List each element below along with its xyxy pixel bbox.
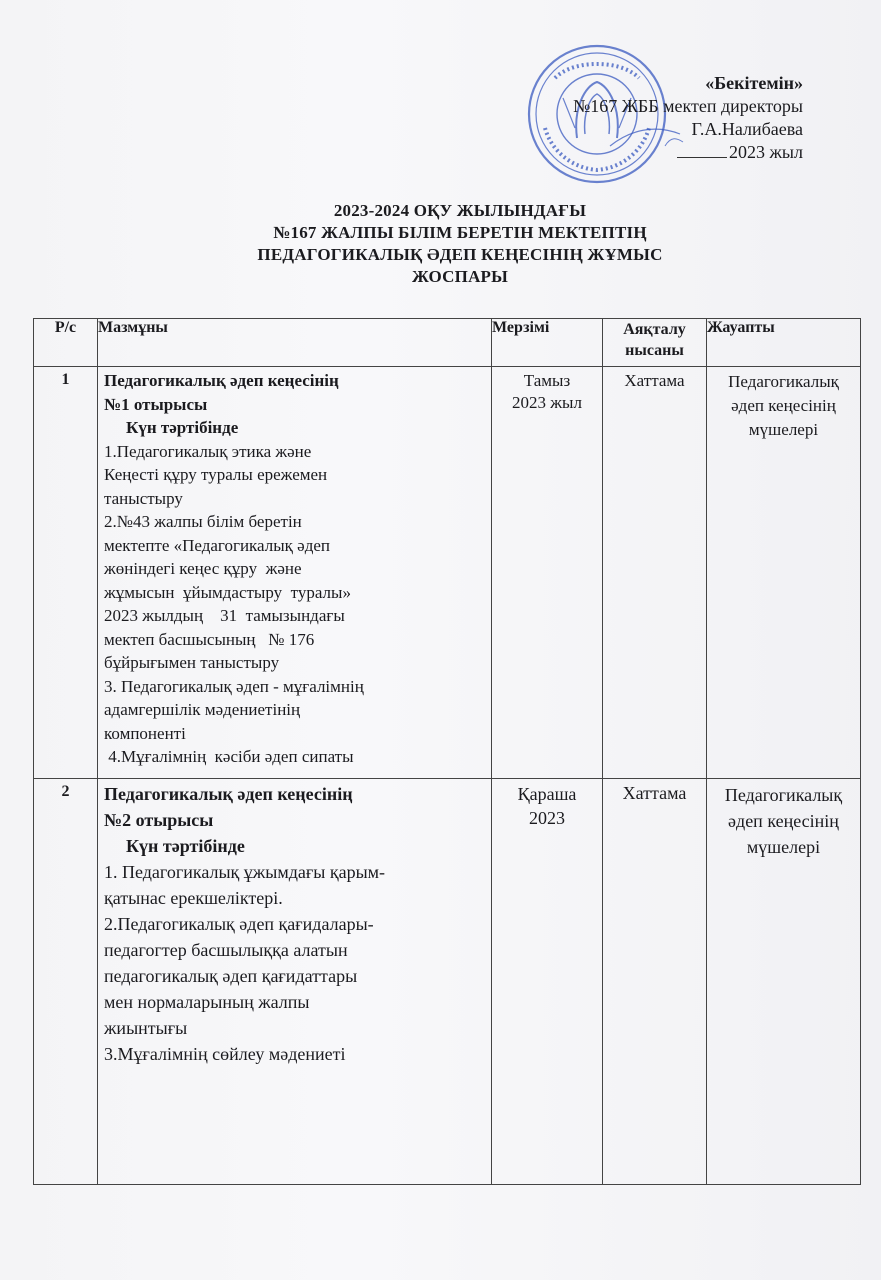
row-completion-form: Хаттама <box>603 367 707 779</box>
agenda-line: жиынтығы <box>104 1018 188 1038</box>
title-line-3: ПЕДАГОГИКАЛЫҚ ӘДЕП КЕҢЕСІНІҢ ЖҰМЫС <box>257 245 663 264</box>
row-responsible <box>707 779 861 1185</box>
approval-heading: «Бекітемін» <box>705 73 803 93</box>
table-row <box>34 779 861 1185</box>
row-completion-form: Хаттама <box>603 779 707 1185</box>
responsible-line-3: мүшелері <box>746 837 821 857</box>
header-form-line-1: Аяқталу <box>623 321 686 338</box>
header-content: Мазмұны <box>98 319 492 367</box>
approval-name: Г.А.Налибаева <box>691 119 803 139</box>
deadline-year: 2023 жыл <box>512 393 582 412</box>
row-number: 2 <box>34 779 98 1185</box>
agenda-line: 2.Педагогикалық әдеп қағидалары- <box>104 914 374 934</box>
table-header-row <box>34 319 861 367</box>
meeting-number: №1 отырысы <box>104 394 208 414</box>
agenda-line: Кеңесті құру туралы ережемен <box>104 465 328 484</box>
header-number: Р/с <box>34 319 98 367</box>
agenda-line: адамгершілік мәдениетінің <box>104 700 301 719</box>
agenda-line: 4.Мұғалімнің кәсіби әдеп сипаты <box>104 747 354 766</box>
header-responsible: Жауапты <box>707 319 861 367</box>
work-plan-table <box>33 318 861 1185</box>
responsible-line-3: мүшелері <box>748 420 819 439</box>
agenda-line: 3. Педагогикалық әдеп - мұғалімнің <box>104 676 364 696</box>
meeting-title: Педагогикалық әдеп кеңесінің <box>104 371 339 390</box>
agenda-line: 2.№43 жалпы білім беретін <box>104 512 302 531</box>
approval-block <box>573 72 803 164</box>
agenda-line: 2023 жылдың 31 тамызындағы <box>104 606 345 625</box>
agenda-line: мектепте «Педагогикалық әдеп <box>104 535 330 555</box>
title-line-1: 2023-2024 ОҚУ ЖЫЛЫНДАҒЫ <box>333 201 587 220</box>
agenda-label: Күн тәртібінде <box>126 836 245 856</box>
row-number: 1 <box>34 367 98 779</box>
row-responsible <box>707 367 861 779</box>
responsible-line-2: әдеп кеңесінің <box>731 396 836 415</box>
agenda-line: мен нормаларының жалпы <box>104 992 310 1012</box>
header-form-line-2: нысаны <box>625 342 684 359</box>
approval-director: №167 ЖББ мектеп директоры <box>573 96 803 116</box>
document-title <box>140 200 780 288</box>
responsible-line-2: әдеп кеңесінің <box>728 811 839 831</box>
agenda-line: бұйрығымен таныстыру <box>104 653 280 672</box>
agenda-line: мектеп басшысының № 176 <box>104 629 315 649</box>
agenda-line: компоненті <box>104 723 186 743</box>
agenda-line: 3.Мұғалімнің сөйлеу мәдениеті <box>104 1044 346 1064</box>
agenda-line: жөніндегі кеңес құру және <box>104 559 302 578</box>
row-content <box>98 367 492 779</box>
approval-date <box>573 141 803 164</box>
agenda-label: Күн тәртібінде <box>126 418 239 437</box>
date-blank-line <box>677 157 727 158</box>
row-deadline <box>492 367 603 779</box>
header-completion-form <box>603 319 707 367</box>
meeting-number: №2 отырысы <box>104 810 214 830</box>
approval-year: 2023 жыл <box>728 142 803 162</box>
title-line-4: ЖОСПАРЫ <box>411 267 509 286</box>
deadline-month: Тамыз <box>523 371 571 390</box>
table-row <box>34 367 861 779</box>
agenda-line: педагогтер басшылыққа алатын <box>104 940 348 960</box>
row-content <box>98 779 492 1185</box>
responsible-line-1: Педагогикалық <box>724 785 843 805</box>
agenda-line: 1.Педагогикалық этика және <box>104 441 312 461</box>
row-deadline <box>492 779 603 1185</box>
agenda-line: таныстыру <box>104 488 183 508</box>
agenda-line: 1. Педагогикалық ұжымдағы қарым- <box>104 862 386 882</box>
title-line-2: №167 ЖАЛПЫ БІЛІМ БЕРЕТІН МЕКТЕПТІҢ <box>273 223 647 242</box>
agenda-line: қатынас ерекшеліктері. <box>104 888 283 908</box>
deadline-year: 2023 <box>529 808 565 828</box>
meeting-title: Педагогикалық әдеп кеңесінің <box>104 784 353 804</box>
header-deadline: Мерзімі <box>492 319 603 367</box>
agenda-line: педагогикалық әдеп қағидаттары <box>104 966 358 986</box>
deadline-month: Қараша <box>517 784 577 804</box>
responsible-line-1: Педагогикалық <box>728 372 839 391</box>
agenda-line: жұмысын ұйымдастыру туралы» <box>104 582 351 602</box>
